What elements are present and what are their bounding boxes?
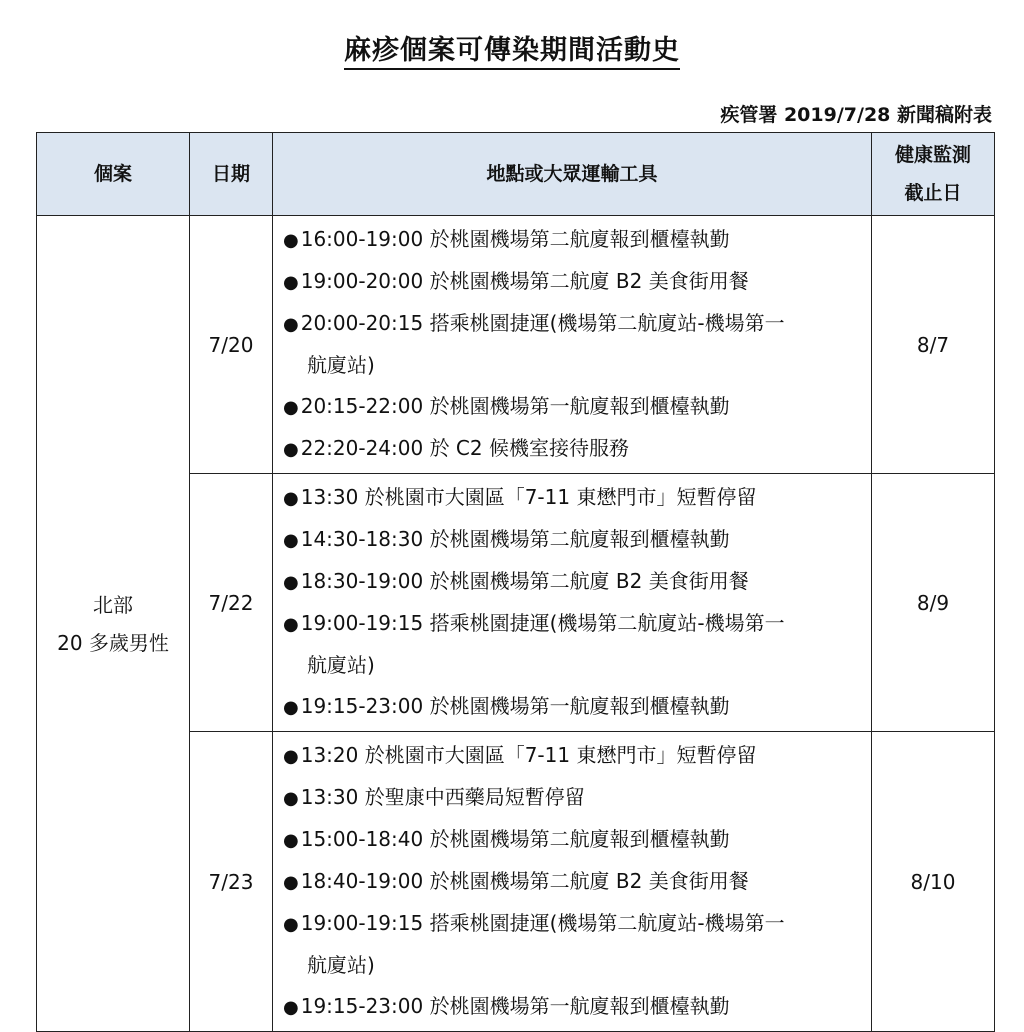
- header-place: 地點或大眾運輸工具: [273, 133, 872, 216]
- case-cell: [37, 216, 190, 1032]
- list-item: [283, 777, 867, 819]
- events-cell: [273, 732, 872, 1032]
- case-region: 北部: [93, 592, 133, 617]
- bullet-icon: ●: [283, 439, 299, 460]
- list-item: [283, 986, 867, 1028]
- event-text: 13:30 於聖康中西藥局短暫停留: [300, 785, 585, 809]
- event-text: 16:00-19:00 於桃園機場第二航廈報到櫃檯執勤: [300, 227, 730, 251]
- list-item: [283, 386, 867, 428]
- header-row: [37, 133, 995, 216]
- case-description: 20 多歲男性: [57, 630, 169, 655]
- source-note: 疾管署 2019/7/28 新聞稿附表: [720, 104, 992, 126]
- list-item: [283, 819, 867, 861]
- monitor-end-cell: 8/10: [872, 732, 995, 1032]
- list-item: [283, 303, 867, 386]
- event-text: 13:30 於桃園市大園區「7-11 東懋門市」短暫停留: [300, 485, 757, 509]
- event-text-continued: 航廈站): [307, 353, 375, 377]
- event-text: 19:00-19:15 搭乘桃園捷運(機場第二航廈站-機場第一: [300, 611, 785, 635]
- list-item: [283, 561, 867, 603]
- bullet-icon: ●: [283, 788, 299, 809]
- monitor-end-cell: 8/7: [872, 216, 995, 474]
- event-text: 20:00-20:15 搭乘桃園捷運(機場第二航廈站-機場第一: [300, 311, 785, 335]
- list-item: [283, 603, 867, 686]
- page-title: 麻疹個案可傳染期間活動史: [0, 28, 1024, 67]
- bullet-icon: ●: [283, 314, 299, 335]
- list-item: [283, 261, 867, 303]
- list-item: [283, 219, 867, 261]
- header-monitor-end: 健康監測 截止日: [872, 133, 995, 216]
- event-text: 14:30-18:30 於桃園機場第二航廈報到櫃檯執勤: [300, 527, 730, 551]
- list-item: [283, 519, 867, 561]
- bullet-icon: ●: [283, 830, 299, 851]
- date-cell: 7/23: [190, 732, 273, 1032]
- list-item: [283, 477, 867, 519]
- event-text: 13:20 於桃園市大園區「7-11 東懋門市」短暫停留: [300, 743, 757, 767]
- bullet-icon: ●: [283, 614, 299, 635]
- events-cell: [273, 474, 872, 732]
- table-row: [37, 216, 995, 474]
- date-cell: 7/22: [190, 474, 273, 732]
- event-text: 19:00-19:15 搭乘桃園捷運(機場第二航廈站-機場第一: [300, 911, 785, 935]
- header-date: 日期: [190, 133, 273, 216]
- events-cell: [273, 216, 872, 474]
- bullet-icon: ●: [283, 697, 299, 718]
- bullet-icon: ●: [283, 230, 299, 251]
- event-text: 20:15-22:00 於桃園機場第一航廈報到櫃檯執勤: [300, 394, 730, 418]
- event-text: 19:15-23:00 於桃園機場第一航廈報到櫃檯執勤: [300, 694, 730, 718]
- event-text: 22:20-24:00 於 C2 候機室接待服務: [300, 436, 629, 460]
- event-text-continued: 航廈站): [307, 953, 375, 977]
- bullet-icon: ●: [283, 914, 299, 935]
- list-item: [283, 735, 867, 777]
- bullet-icon: ●: [283, 746, 299, 767]
- bullet-icon: ●: [283, 272, 299, 293]
- activity-table: [36, 132, 995, 1032]
- bullet-icon: ●: [283, 488, 299, 509]
- list-item: [283, 428, 867, 470]
- bullet-icon: ●: [283, 997, 299, 1018]
- header-case: 個案: [37, 133, 190, 216]
- event-text: 18:30-19:00 於桃園機場第二航廈 B2 美食街用餐: [300, 569, 749, 593]
- bullet-icon: ●: [283, 572, 299, 593]
- event-text: 19:00-20:00 於桃園機場第二航廈 B2 美食街用餐: [300, 269, 749, 293]
- monitor-end-cell: 8/9: [872, 474, 995, 732]
- event-text: 15:00-18:40 於桃園機場第二航廈報到櫃檯執勤: [300, 827, 730, 851]
- event-text-continued: 航廈站): [307, 653, 375, 677]
- list-item: [283, 686, 867, 728]
- list-item: [283, 903, 867, 986]
- bullet-icon: ●: [283, 397, 299, 418]
- event-text: 18:40-19:00 於桃園機場第二航廈 B2 美食街用餐: [300, 869, 749, 893]
- bullet-icon: ●: [283, 872, 299, 893]
- list-item: [283, 861, 867, 903]
- event-text: 19:15-23:00 於桃園機場第一航廈報到櫃檯執勤: [300, 994, 730, 1018]
- bullet-icon: ●: [283, 530, 299, 551]
- date-cell: 7/20: [190, 216, 273, 474]
